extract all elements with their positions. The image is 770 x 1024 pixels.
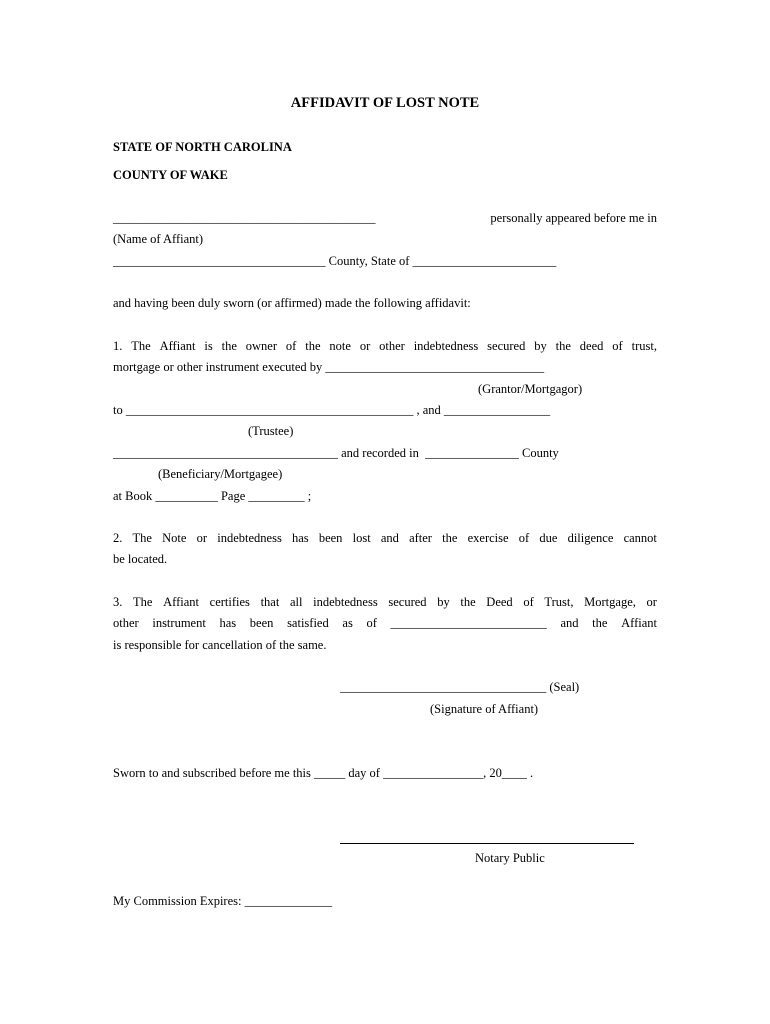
word: exercise <box>467 531 509 545</box>
satisfied-date-blank: _________________________ <box>390 616 547 630</box>
signature-line: _________________________________ (Seal) <box>340 680 580 694</box>
word: been <box>249 616 274 630</box>
word: the <box>442 531 458 545</box>
sworn-line: Sworn to and subscribed before me this _____ day of ________________, 20____ . <box>113 766 534 780</box>
beneficiary-caption: (Beneficiary/Mortgagee) <box>158 467 283 481</box>
word: of <box>612 339 623 353</box>
word: Affiant <box>621 616 657 630</box>
word: of <box>523 595 534 609</box>
word: Trust, <box>544 595 574 609</box>
word: after <box>409 531 432 545</box>
word: Deed <box>486 595 513 609</box>
word: has <box>219 616 237 630</box>
word: that <box>260 595 280 609</box>
word: The <box>132 531 152 545</box>
word: all <box>289 595 303 609</box>
word: or <box>646 595 657 609</box>
para3-line3: is responsible for cancellation of the same. <box>113 638 327 652</box>
para1-line1 <box>113 338 657 354</box>
word: due <box>539 531 558 545</box>
word: The <box>131 339 151 353</box>
word: been <box>318 531 343 545</box>
word: indebtedness <box>217 531 282 545</box>
commission-line: My Commission Expires: ______________ <box>113 894 333 908</box>
word: certifies <box>209 595 250 609</box>
para3-line2 <box>113 615 657 631</box>
word: the <box>555 339 571 353</box>
document-title: AFFIDAVIT OF LOST NOTE <box>290 95 480 111</box>
word: lost <box>352 531 371 545</box>
word: by <box>534 339 547 353</box>
word: or <box>196 531 208 545</box>
word: by <box>437 595 450 609</box>
para1-line2: mortgage or other instrument executed by ___________________________________ <box>113 360 545 374</box>
word: cannot <box>623 531 657 545</box>
word: the <box>592 616 608 630</box>
word: of <box>366 616 377 630</box>
affiant-caption: (Name of Affiant) <box>113 232 204 246</box>
word: satisfied <box>287 616 329 630</box>
trustee-caption: (Trustee) <box>248 424 294 438</box>
word: The <box>133 595 153 609</box>
word: other <box>379 339 405 353</box>
word: Affiant <box>159 339 196 353</box>
word: or <box>359 339 371 353</box>
word: and <box>560 616 579 630</box>
word: of <box>285 339 297 353</box>
word: as <box>342 616 353 630</box>
affiant-line-text: personally appeared before me in <box>490 211 657 225</box>
sworn-intro: and having been duly sworn (or affirmed) made the following affidavit: <box>113 296 471 310</box>
county-heading: COUNTY OF WAKE <box>113 168 228 182</box>
para3-line1 <box>113 594 657 610</box>
para2-line2: be located. <box>113 552 168 566</box>
word: indebtedness <box>313 595 378 609</box>
para1-line5: at Book __________ Page _________ ; <box>113 489 312 503</box>
word: and <box>380 531 399 545</box>
word: secured <box>487 339 526 353</box>
word: owner <box>245 339 278 353</box>
para1-line4: ____________________________________ and recorded in _______________ County <box>113 446 559 460</box>
word: diligence <box>567 531 614 545</box>
word: secured <box>388 595 427 609</box>
word: instrument <box>152 616 206 630</box>
county-state-line: __________________________________ County, State of _______________________ <box>113 254 557 268</box>
word: trust, <box>631 339 657 353</box>
word: the <box>221 339 237 353</box>
word: 2. <box>113 531 123 545</box>
signature-caption: (Signature of Affiant) <box>430 702 539 716</box>
notary-caption: Notary Public <box>475 851 545 865</box>
state-heading: STATE OF NORTH CAROLINA <box>113 140 292 154</box>
para2-line1 <box>113 530 657 546</box>
notary-signature-rule <box>340 843 634 844</box>
word: Note <box>162 531 187 545</box>
word: Mortgage, <box>584 595 636 609</box>
word: of <box>518 531 530 545</box>
word: note <box>329 339 351 353</box>
word: the <box>460 595 476 609</box>
word: deed <box>579 339 604 353</box>
para1-line3: to ______________________________________________ , and _________________ <box>113 403 551 417</box>
word: indebtedness <box>413 339 479 353</box>
word: Affiant <box>163 595 199 609</box>
word: the <box>305 339 321 353</box>
word: is <box>204 339 213 353</box>
word: 3. <box>113 595 123 609</box>
word: 1. <box>113 339 123 353</box>
affiant-name-blank: __________________________________________ <box>113 211 376 225</box>
word: has <box>291 531 309 545</box>
word: other <box>113 616 139 630</box>
affiant-line <box>113 210 657 226</box>
grantor-caption: (Grantor/Mortgagor) <box>478 382 583 396</box>
